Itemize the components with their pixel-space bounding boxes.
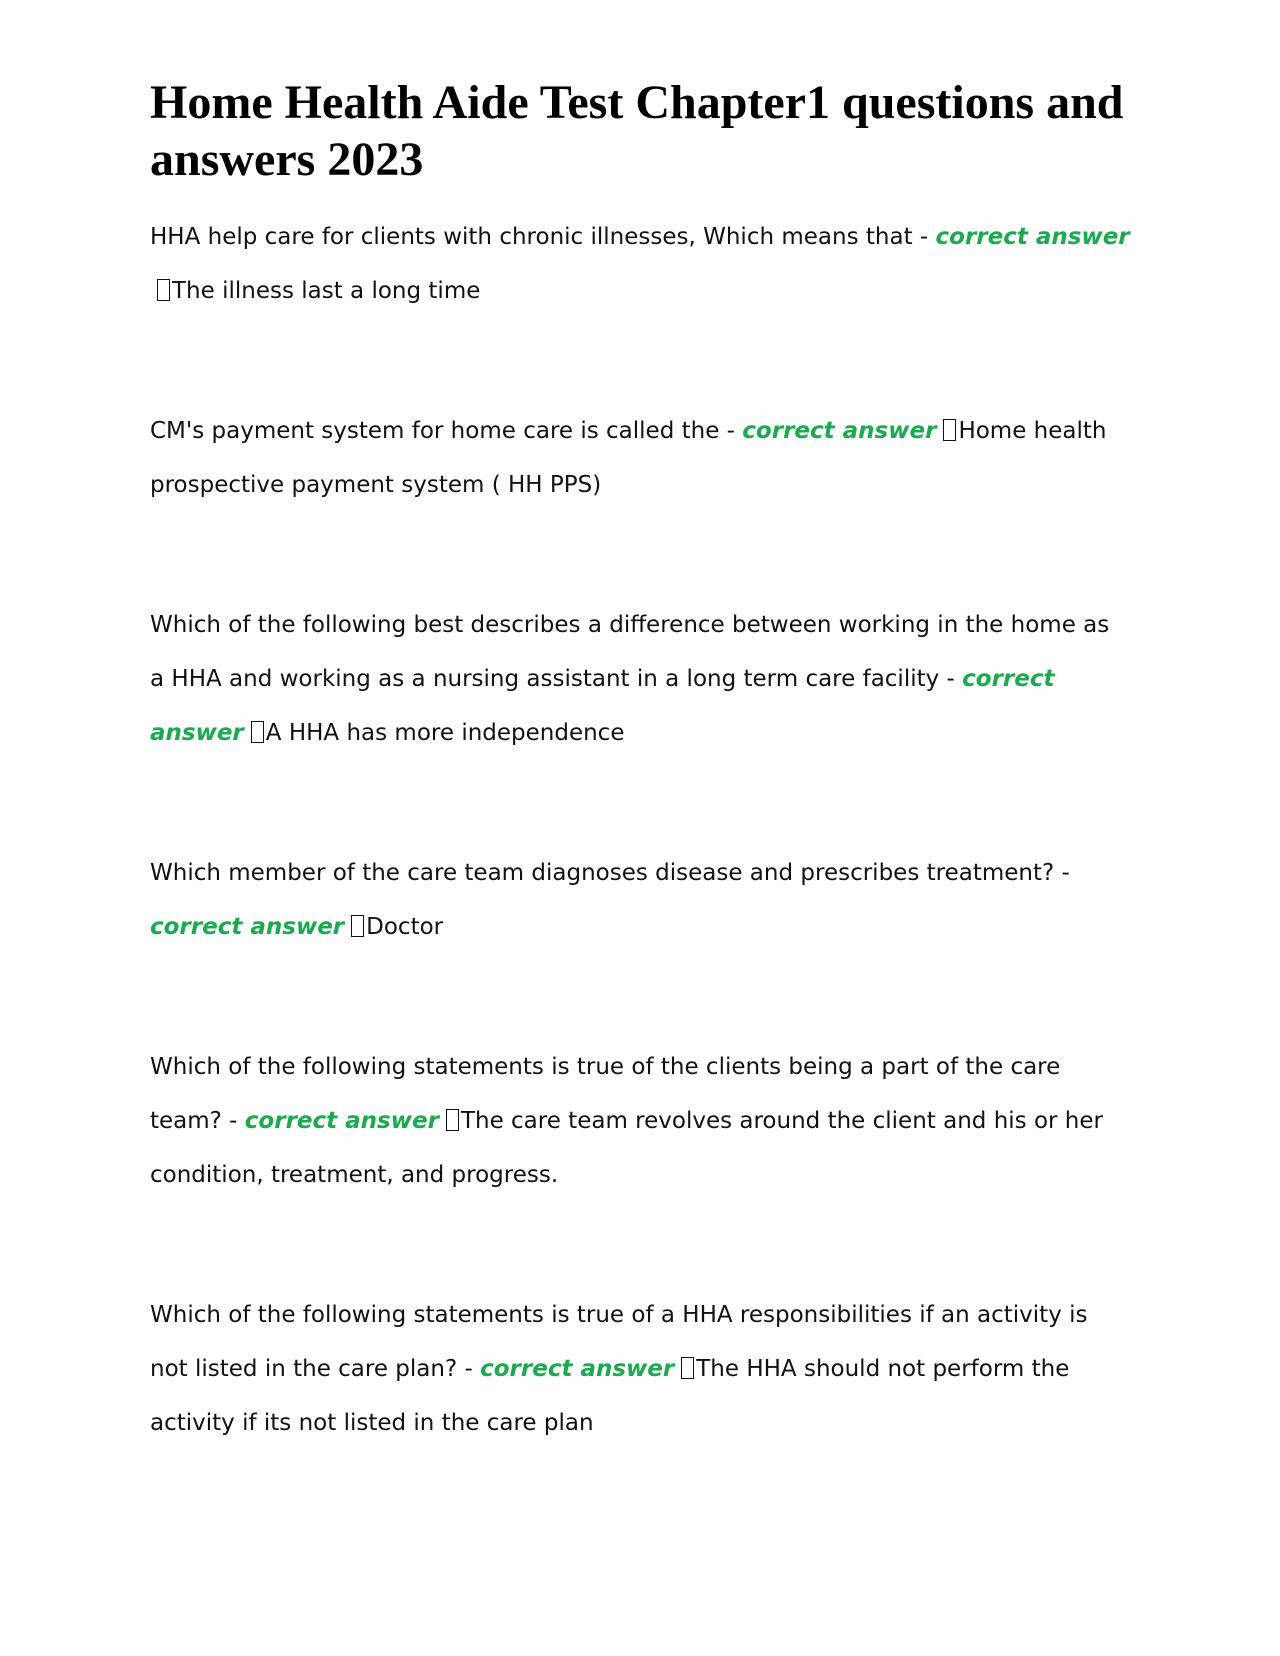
missing-glyph-box-icon	[351, 915, 364, 937]
missing-glyph-box-icon	[681, 1357, 694, 1379]
question-text: Which of the following statements is true of a HHA responsibilities if an activity is not listed in the care plan? -	[150, 1302, 1088, 1382]
answer-text: Home health prospective payment system ( HH PPS)	[150, 418, 1107, 498]
correct-answer-marker: correct answer	[742, 418, 937, 444]
question-text: Which of the following best describes a difference between working in the home as a HHA and working as a nursing assistant in a long term care facility -	[150, 612, 1110, 692]
question-text: Which of the following statements is true of the clients being a part of the care team? -	[150, 1054, 1061, 1134]
page-title: Home Health Aide Test Chapter1 questions and answers 2023	[150, 76, 1124, 186]
correct-answer-marker: correct answer	[935, 224, 1130, 250]
missing-glyph-box-icon	[446, 1109, 459, 1131]
question-text: Which member of the care team diagnoses disease and prescribes treatment? -	[150, 860, 1070, 886]
qa-item-1	[150, 210, 1130, 318]
qa-item-3	[150, 598, 1130, 760]
question-text: CM's payment system for home care is called the -	[150, 418, 743, 444]
qa-item-4	[150, 846, 1130, 954]
answer-text: Doctor	[366, 914, 444, 940]
missing-glyph-box-icon	[157, 279, 170, 301]
document-page	[150, 74, 1130, 1536]
correct-answer-marker: correct answer	[150, 666, 1055, 746]
missing-glyph-box-icon	[251, 721, 264, 743]
answer-text: The illness last a long time	[172, 278, 481, 304]
qa-item-5	[150, 1040, 1130, 1202]
missing-glyph-box-icon	[943, 419, 956, 441]
qa-item-2	[150, 404, 1130, 512]
correct-answer-marker: correct answer	[150, 914, 345, 940]
answer-text: The care team revolves around the client and his or her condition, treatment, and progress.	[150, 1108, 1103, 1188]
qa-item-6	[150, 1288, 1130, 1450]
correct-answer-marker: correct answer	[480, 1356, 675, 1382]
answer-text: A HHA has more independence	[265, 720, 625, 746]
answer-text: The HHA should not perform the activity if its not listed in the care plan	[150, 1356, 1070, 1436]
correct-answer-marker: correct answer	[244, 1108, 439, 1134]
question-text: HHA help care for clients with chronic illnesses, Which means that -	[150, 224, 936, 250]
